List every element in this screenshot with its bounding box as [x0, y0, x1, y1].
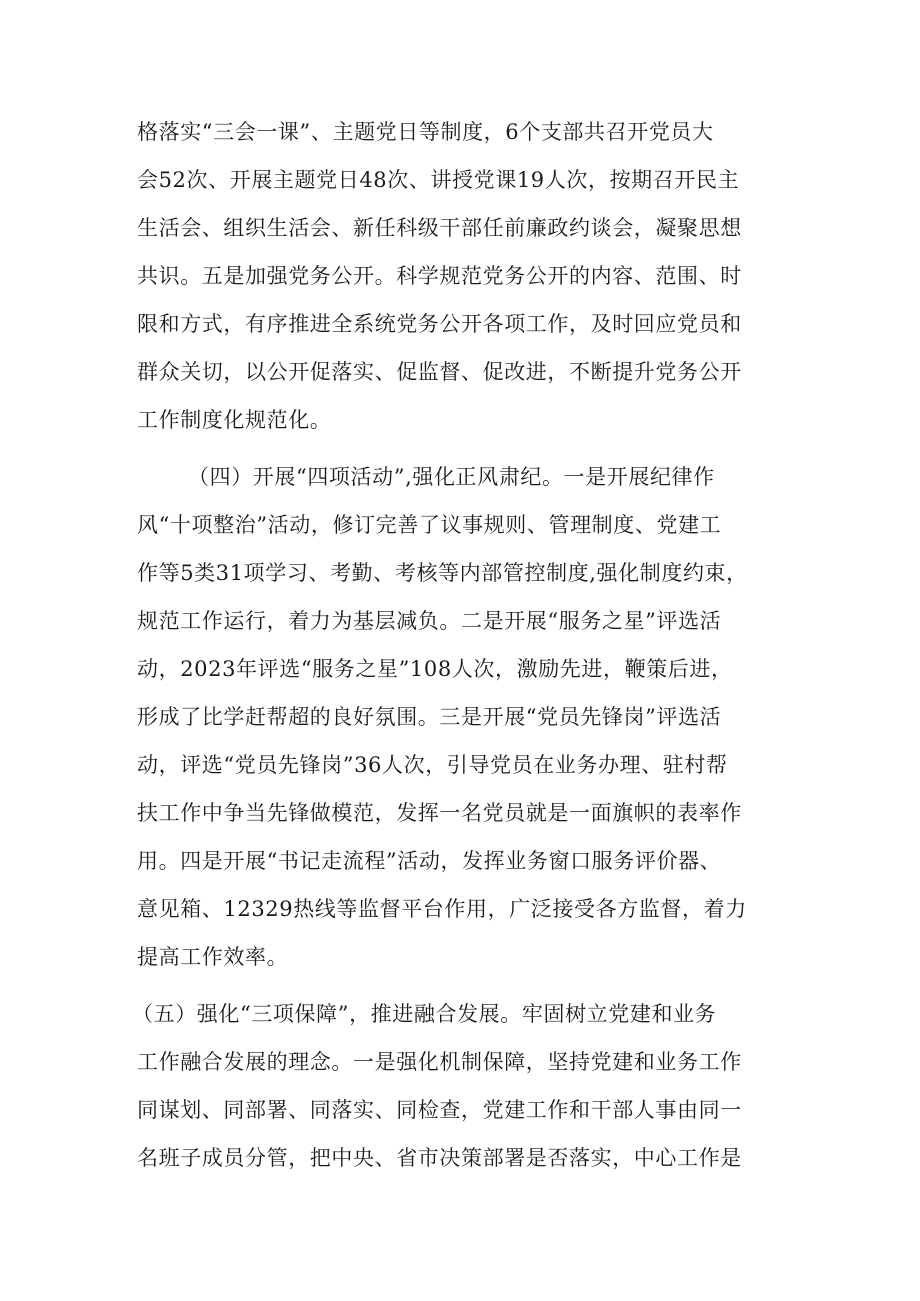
paragraph-3-line-2: 工作融合发展的理念。一是强化机制保障，坚持党建和业务工作 — [137, 1050, 742, 1074]
paragraph-1-line-3: 生活会、组织生活会、新任科级干部任前廉政约谈会，凝聚思想 — [137, 216, 742, 240]
paragraph-3-line-1: （五）强化“三项保障”，推进融合发展。牢固树立党建和业务 — [132, 1002, 717, 1026]
paragraph-3-line-3: 同谋划、同部署、同落实、同检查，党建工作和干部人事由同一 — [137, 1098, 742, 1122]
paragraph-2-line-5: 动，2023年评选“服务之星”108人次，激励先进，鞭策后进， — [137, 657, 733, 681]
paragraph-1-line-4: 共识。五是加强党务公开。科学规范党务公开的内容、范围、时 — [137, 264, 742, 288]
paragraph-1-line-5: 限和方式，有序推进全系统党务公开各项工作，及时回应党员和 — [137, 312, 742, 336]
paragraph-1-line-2: 会52次、开展主题党日48次、讲授党课19人次，按期召开民主 — [137, 168, 740, 192]
paragraph-2-line-11: 提高工作效率。 — [137, 945, 289, 969]
paragraph-2-line-1: （四）开展“四项活动”,强化正风肃纪。一是开展纪律作 — [188, 465, 715, 489]
paragraph-2-line-6: 形成了比学赶帮超的良好氛围。三是开展“党员先锋岗”评选活 — [137, 705, 722, 729]
paragraph-1-line-1: 格落实“三会一课”、主题党日等制度，6个支部共召开党员大 — [137, 120, 714, 144]
paragraph-2-line-2: 风“十项整治”活动，修订完善了议事规则、管理制度、党建工 — [137, 513, 722, 537]
paragraph-2-line-10: 意见箱、12329热线等监督平台作用，广泛接受各方监督，着力 — [137, 897, 747, 921]
paragraph-3-line-4: 名班子成员分管，把中央、省市决策部署是否落实，中心工作是 — [137, 1146, 742, 1170]
paragraph-1-line-7: 工作制度化规范化。 — [137, 408, 332, 432]
paragraph-2-line-3: 作等5类31项学习、考勤、考核等内部管控制度,强化制度约束， — [137, 561, 748, 585]
paragraph-1-line-6: 群众关切，以公开促落实、促监督、促改进，不断提升党务公开 — [137, 360, 742, 384]
paragraph-2-line-8: 扶工作中争当先锋做模范，发挥一名党员就是一面旗帜的表率作 — [137, 801, 742, 825]
paragraph-2-line-9: 用。四是开展“书记走流程”活动，发挥业务窗口服务评价器、 — [137, 849, 722, 873]
paragraph-2-line-4: 规范工作运行，着力为基层减负。二是开展“服务之星”评选活 — [137, 609, 722, 633]
paragraph-2-line-7: 动，评选“党员先锋岗”36人次，引导党员在业务办理、驻村帮 — [137, 753, 728, 777]
